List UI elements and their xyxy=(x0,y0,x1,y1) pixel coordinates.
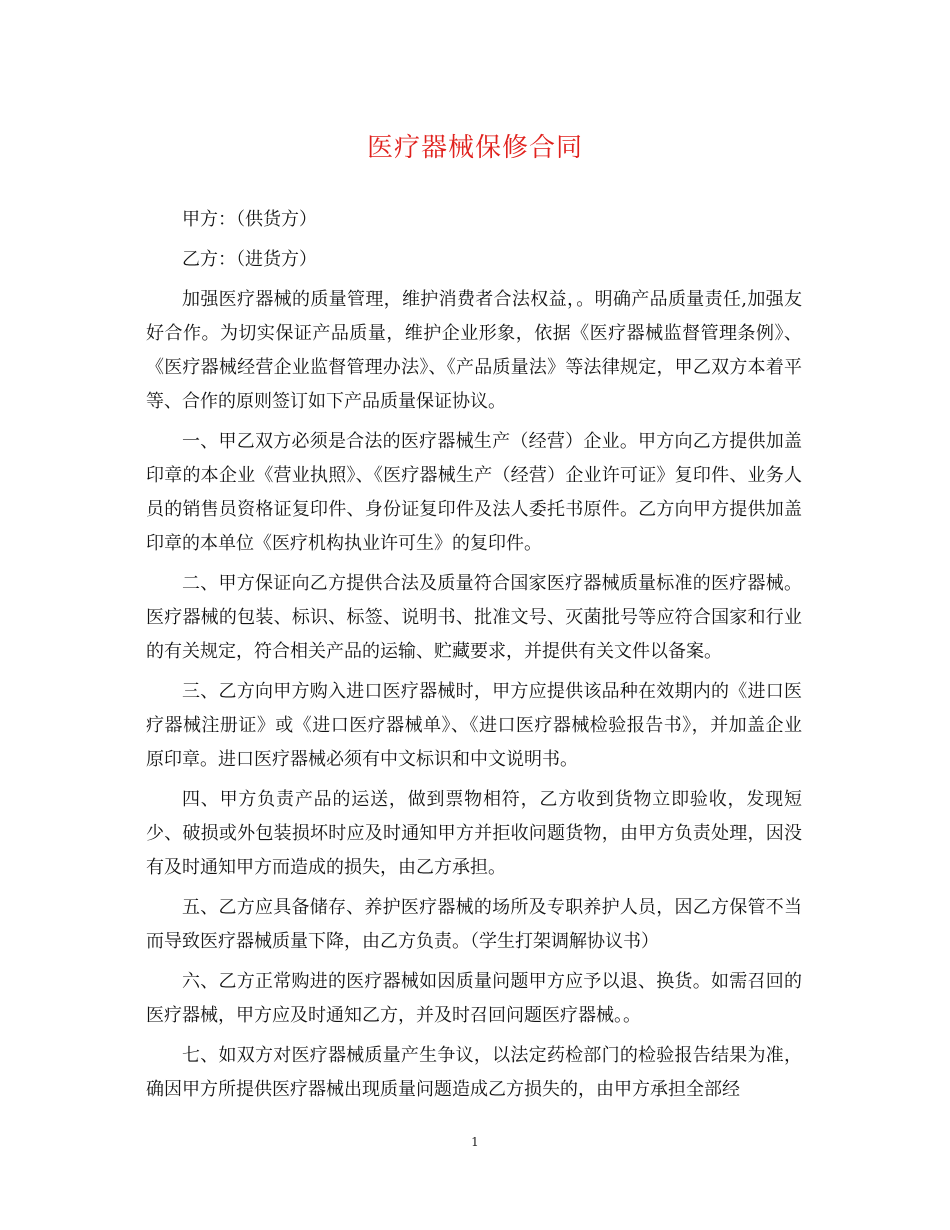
document-body xyxy=(146,203,802,1113)
document-title: 医疗器械保修合同 xyxy=(366,133,583,163)
preamble-paragraph: 加强医疗器械的质量管理，维护消费者合法权益，。明确产品质量责任,加强友好合作。为切实保证产品质量，维护企业形象，依据《医疗器械监督管理条例》、《医疗器械经营企业监督管理办法》、《产品质量法》等法律规定，甲乙双方本着平等、合作的原则签订如下产品质量保证协议。 xyxy=(146,289,802,412)
page-number: 1 xyxy=(471,1135,479,1149)
clause-5: 五、乙方应具备储存、养护医疗器械的场所及专职养护人员，因乙方保管不当而导致医疗器械质量下降，由乙方负责。（学生打架调解协议书） xyxy=(146,897,802,952)
clause-3: 三、乙方向甲方购入进口医疗器械时，甲方应提供该品种在效期内的《进口医疗器械注册证》或《进口医疗器械单》、《进口医疗器械检验报告书》，并加盖企业原印章。进口医疗器械必须有中文标识和中文说明书。 xyxy=(146,681,802,770)
clause-2: 二、甲方保证向乙方提供合法及质量符合国家医疗器械质量标准的医疗器械。医疗器械的包装、标识、标签、说明书、批准文号、灭菌批号等应符合国家和行业的有关规定，符合相关产品的运输、贮藏要求，并提供有关文件以备案。 xyxy=(146,573,802,662)
clause-1: 一、甲乙双方必须是合法的医疗器械生产（经营）企业。甲方向乙方提供加盖印章的本企业《营业执照》、《医疗器械生产（经营）企业许可证》复印件、业务人员的销售员资格证复印件、身份证复印件及法人委托书原件。乙方向甲方提供加盖印章的本单位《医疗机构执业许可生》的复印件。 xyxy=(146,431,802,554)
clause-4: 四、甲方负责产品的运送，做到票物相符，乙方收到货物立即验收，发现短少、破损或外包装损坏时应及时通知甲方并拒收问题货物，由甲方负责处理，因没有及时通知甲方而造成的损失，由乙方承担。 xyxy=(146,789,802,878)
party-a-line: 甲方：（供货方） xyxy=(182,209,317,230)
party-b-line: 乙方：（进货方） xyxy=(182,249,317,270)
clause-7: 七、如双方对医疗器械质量产生争议，以法定药检部门的检验报告结果为准，确因甲方所提供医疗器械出现质量问题造成乙方损失的，由甲方承担全部经 xyxy=(146,1045,802,1100)
clause-6: 六、乙方正常购进的医疗器械如因质量问题甲方应予以退、换货。如需召回的医疗器械，甲方应及时通知乙方，并及时召回问题医疗器械。。 xyxy=(146,971,802,1026)
